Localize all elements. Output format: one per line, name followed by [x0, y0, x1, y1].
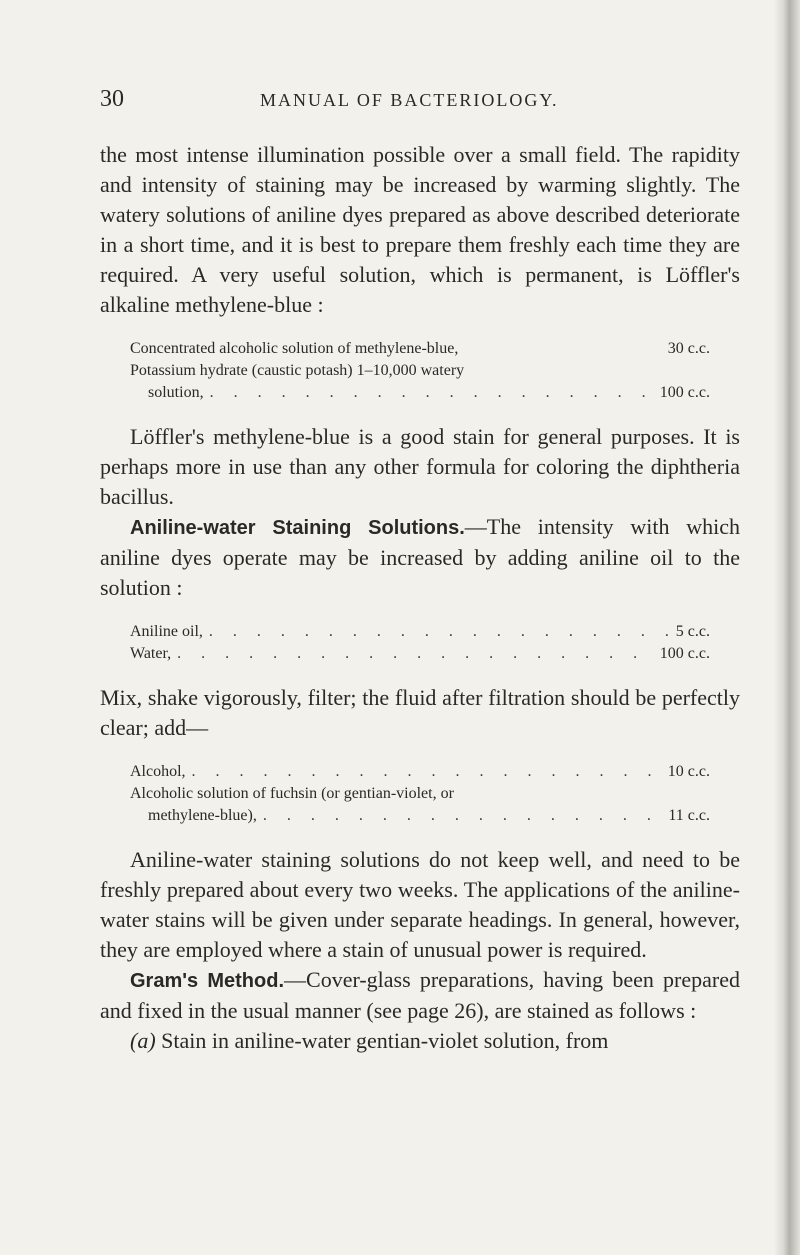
paragraph-text: Stain in aniline-water gentian-violet solution, from: [155, 1028, 609, 1053]
page-header: [100, 86, 740, 120]
formula-row: [130, 783, 710, 805]
page-body: [100, 140, 740, 1056]
dot-leader: [209, 621, 670, 643]
formula-row: [130, 338, 710, 360]
paragraph-gram-method: [100, 965, 740, 1026]
dot-leader: [263, 805, 663, 827]
paragraph-text: —The intensity with which aniline dyes operate may be increased by adding aniline oil to the solution :: [100, 514, 740, 600]
ingredient-name-continued: methylene-blue),: [148, 807, 257, 824]
formula-row: [130, 360, 710, 382]
ingredient-amount: 10 c.c.: [667, 763, 710, 780]
formula-additions: [130, 761, 710, 827]
formula-aniline-water: [130, 621, 710, 665]
paragraph-mix: Mix, shake vigorously, filter; the fluid after filtration should be perfectly clear; add—: [100, 685, 740, 740]
ingredient-amount: 5 c.c.: [675, 623, 710, 640]
section-heading-gram-method: Gram's Method.: [130, 970, 285, 992]
paragraph-illumination: the most intense illumination possible over a small field. The rapidity and intensity of staining may be increased by warming slightly. The watery solutions of aniline dyes prepared as above described deteriorate in a short time, and it is best to prepare them freshly each time they are required. A very useful solution, which is permanent, is Löffler's alkaline methylene-blue :: [100, 142, 740, 317]
page-edge-shadow: [774, 0, 800, 1255]
ingredient-name: Alcohol,: [130, 763, 186, 780]
formula-row: [130, 382, 710, 404]
paragraph-loffler-use: Löffler's methylene-blue is a good stain for general purposes. It is perhaps more in use than any other formula for coloring the diphtheria bacillus.: [100, 424, 740, 509]
ingredient-amount: 100 c.c.: [659, 384, 710, 401]
ingredient-name-continued: solution,: [148, 384, 204, 401]
page-number: 30: [100, 86, 124, 112]
formula-loffler: [130, 338, 710, 404]
formula-row: [130, 621, 710, 643]
dot-leader: [210, 382, 654, 404]
ingredient-amount: 30 c.c.: [667, 340, 710, 357]
formula-row: [130, 643, 710, 665]
dot-leader: [192, 761, 662, 783]
ingredient-name: Concentrated alcoholic solution of methylene-blue,: [130, 340, 459, 357]
paragraph-text: —Cover-glass preparations, having been prepared and fixed in the usual manner (see page 26), are stained as follows :: [100, 967, 740, 1023]
ingredient-name: Alcoholic solution of fuchsin (or gentian-violet, or: [130, 785, 454, 802]
running-head: MANUAL OF BACTERIOLOGY.: [260, 90, 559, 110]
paragraph-aniline-keeping: Aniline-water staining solutions do not keep well, and need to be freshly prepared about every two weeks. The applications of the aniline-water stains will be given under separate headings. In general, however, they are employed where a stain of unusual power is required.: [100, 847, 740, 962]
section-heading-aniline-water: Aniline-water Staining Solutions.: [130, 517, 465, 539]
ingredient-name: Potassium hydrate (caustic potash) 1–10,000 watery: [130, 362, 465, 379]
ingredient-name: Water,: [130, 645, 172, 662]
step-marker: (a): [130, 1028, 156, 1053]
ingredient-amount: 100 c.c.: [659, 645, 710, 662]
formula-row: [130, 805, 710, 827]
formula-row: [130, 761, 710, 783]
ingredient-amount: 11 c.c.: [668, 807, 710, 824]
dot-leader: [177, 643, 654, 665]
paragraph-step-a: [100, 1026, 740, 1056]
paragraph-aniline-water: [100, 512, 740, 603]
ingredient-name: Aniline oil,: [130, 623, 203, 640]
